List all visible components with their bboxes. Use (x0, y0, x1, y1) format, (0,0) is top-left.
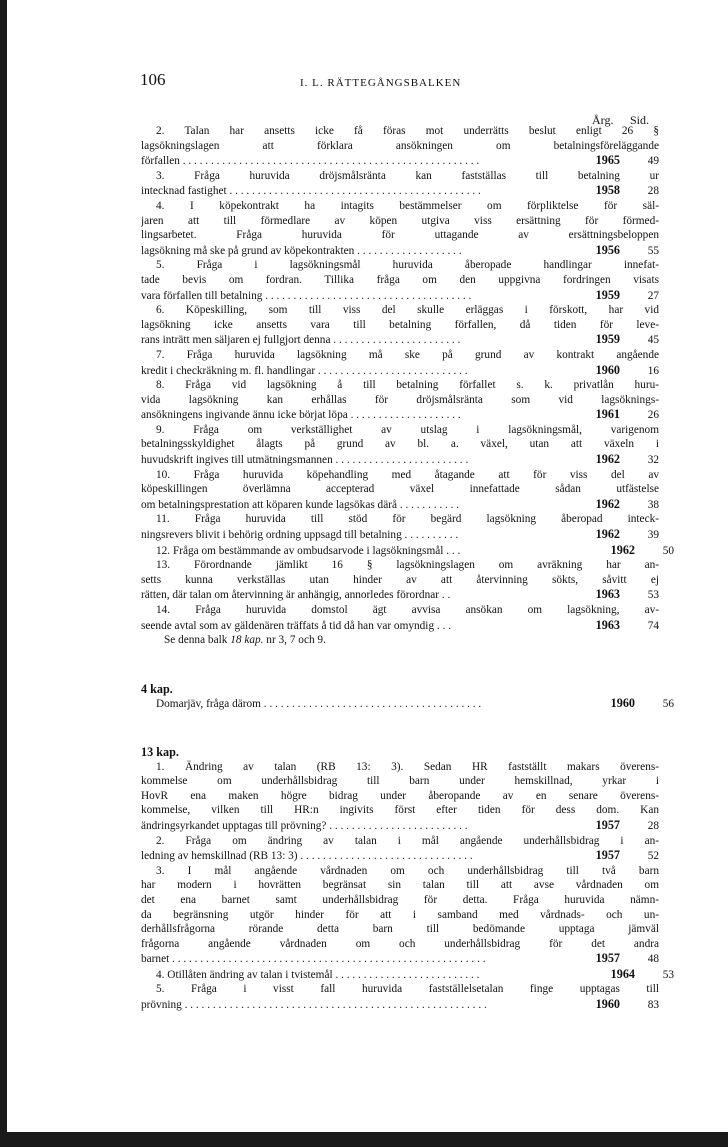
index-entry (141, 423, 659, 468)
index-entry (141, 468, 659, 513)
entry-last-line (141, 618, 659, 634)
entry-page: 50 (662, 544, 674, 557)
entry-page: 39 (647, 529, 659, 542)
entry-text-line: 5. Fråga i lagsökningsmål huruvida åberopade handlingar innefat- (156, 259, 659, 272)
entry-last-line (141, 363, 659, 379)
scan-edge-bottom (0, 1132, 728, 1147)
entry-page: 74 (647, 619, 659, 632)
index-entry (141, 558, 659, 603)
entry-leader-text: ledning av hemskillnad (RB 13: 3) . . . . . . . . . . . . . . . . . . . . . . . . . . . . . . . (141, 850, 473, 863)
entry-last-line (141, 288, 659, 304)
entry-year: 1962 (595, 452, 620, 467)
index-entry (141, 169, 659, 199)
entry-year: 1963 (595, 587, 620, 602)
chapter-title: 13 kap. (141, 744, 179, 759)
entry-leader-text: vara förfallen till betalning . . . . . . . . . . . . . . . . . . . . . . . . . . . . . . . . . . . . . (141, 289, 472, 302)
entry-leader-text: barnet . . . . . . . . . . . . . . . . . . . . . . . . . . . . . . . . . . . . . . . . . . . . . . . . . . . . . . . . (141, 953, 486, 966)
entry-page: 38 (647, 498, 659, 511)
index-entry (141, 864, 659, 967)
entry-page: 83 (647, 999, 659, 1012)
entry-last-line (141, 587, 659, 603)
chapter-4 (141, 681, 674, 712)
entry-text-line: lagsökningslagen att förklara ansökningen om betalningsföreläggande (141, 139, 659, 152)
entry-page: 28 (647, 819, 659, 832)
entry-page: 56 (662, 698, 674, 711)
entry-last-line (141, 818, 659, 834)
page-number: 106 (140, 70, 166, 89)
entry-leader-text: 12. Fråga om bestämmande av ombudsarvode i lagsökningsmål . . . (156, 544, 461, 557)
entry-page: 28 (647, 185, 659, 198)
entry-text-line: 3. I mål angående vårdnaden om och underhållsbidrag till två barn (156, 864, 659, 877)
entry-text-line: 5. Fråga i visst fall huruvida fastställelsetalan finge upptagas till (156, 983, 659, 996)
entry-last-line (141, 997, 659, 1013)
running-title: I. L. RÄTTEGÅNGSBALKEN (300, 77, 462, 89)
entry-year: 1959 (595, 287, 620, 302)
index-entry (141, 603, 659, 633)
entry-text-line: 10. Fråga huruvida köpehandling med åtagande att för viss del av (156, 468, 659, 481)
entry-text-line: 9. Fråga om verkställighet av utslag i lagsökningsmål, varigenom (156, 423, 659, 436)
entry-leader-text: ningsrevers blivit i behörig ordning uppsagd till betalning . . . . . . . . . . (141, 529, 459, 542)
entry-text-line: derhållsfrågorna rörande detta barn till bedömande upptaga jämväl (141, 923, 659, 936)
entry-text-line: vida lagsökning kan erhållas för dröjsmålsränta som vid lagsöknings- (141, 393, 659, 406)
entry-text-line: betalningsskyldighet ålagts på grund av bl. a. växel, utan att växeln i (141, 438, 659, 451)
entry-text-line: 8. Fråga vid lagsökning å till betalning förfallet s. k. privatlån huru- (156, 379, 659, 392)
column-header-year: Årg. (592, 113, 614, 127)
entry-text-line: 7. Fråga huruvida lagsökning må ske på grund av kontrakt angående (156, 348, 659, 361)
entry-year: 1962 (610, 542, 635, 557)
entry-text-line: lagsökning icke ansetts vara till betalning förfallen, då tiden för leve- (141, 318, 659, 331)
entry-last-line (141, 452, 659, 468)
entry-text-line: setts kunna verkställas utan hinder av att återvinning sökts, såvitt ej (141, 573, 659, 586)
chapter-top (141, 124, 674, 648)
entry-text-line: har modern i hovrätten begränsat sin talan till att avse vårdnaden om (141, 879, 659, 892)
entry-last-line (141, 951, 659, 967)
entry-page: 53 (662, 968, 674, 981)
entry-leader-text: huvudskrift ingives till utmätningsmannen . . . . . . . . . . . . . . . . . . . . . . . . (141, 454, 469, 467)
entry-leader-text: kredit i checkräkning m. fl. handlingar . . . . . . . . . . . . . . . . . . . . . . . . . . . (141, 364, 468, 377)
index-entry (141, 542, 674, 559)
entry-text-line: köpeskillingen överlämna accepterad växel innefattade sådan utfästelse (141, 483, 659, 496)
index-entry (141, 124, 659, 169)
entry-year: 1964 (610, 966, 635, 981)
entry-leader-text: rätten, där talan om återvinning är anhängig, annorledes förordnar . . (141, 589, 451, 602)
entry-text-line: 2. Fråga om ändring av talan i mål angående underhållsbidrag i an- (156, 834, 659, 847)
entry-year: 1960 (610, 696, 635, 711)
entry-leader-text: om betalningsprestation att köparen kunde lagsökas därå . . . . . . . . . . . (141, 498, 460, 511)
entry-text-line: tade bevis om fordran. Tillika fråga om den uppgivna fordringen visats (141, 273, 659, 286)
chapter-13 (141, 744, 674, 1013)
entry-page: 53 (647, 589, 659, 602)
entry-leader-text: intecknad fastighet . . . . . . . . . . . . . . . . . . . . . . . . . . . . . . . . . . . . . . . . . . . . . (141, 185, 481, 198)
entry-last-line (141, 696, 674, 712)
index-entry (141, 696, 674, 712)
entry-text-line: 14. Fråga huruvida domstol ägt avvisa ansökan om lagsökning, av- (156, 604, 659, 616)
index-entry (141, 834, 659, 864)
entry-text-line: jaren att till förmedlare av köpen utgiva viss ersättning för förmed- (141, 214, 659, 227)
entry-last-line (141, 243, 659, 259)
entry-text-line: 1. Ändring av talan (RB 13: 3). Sedan HR fastställt makars överens- (156, 760, 659, 773)
entry-page: 16 (647, 364, 659, 377)
entry-page: 26 (647, 409, 659, 422)
entry-text-line: 3. Fråga huruvida dröjsmålsränta kan fastställas till betalning ur (156, 169, 659, 182)
entry-year: 1961 (595, 407, 620, 422)
entry-leader-text: Domarjäv, fråga därom . . . . . . . . . . . . . . . . . . . . . . . . . . . . . . . . . . . . . . . (156, 698, 482, 711)
entry-last-line (141, 497, 659, 513)
entry-last-line (141, 183, 659, 199)
entry-year: 1960 (595, 997, 620, 1012)
entry-last-line (141, 966, 674, 983)
index-entry (141, 303, 659, 348)
entry-page: 32 (647, 454, 659, 467)
entry-leader-text: ansökningens ingivande ännu icke börjat löpa . . . . . . . . . . . . . . . . . . . . (141, 409, 461, 422)
entry-page: 52 (647, 850, 659, 863)
entry-year: 1957 (595, 951, 620, 966)
entry-year: 1957 (595, 848, 620, 863)
entry-last-line (141, 542, 674, 559)
entry-year: 1962 (595, 527, 620, 542)
note-prefix: Se denna balk (164, 634, 231, 647)
entry-last-line (141, 332, 659, 348)
entry-list (141, 696, 674, 712)
entry-leader-text: förfallen . . . . . . . . . . . . . . . . . . . . . . . . . . . . . . . . . . . . . . . . . . . . . . . . . . . . . (141, 155, 480, 168)
entry-text-line: 6. Köpeskilling, som till viss del skulle erläggas i förskott, har vid (156, 304, 659, 317)
index-entry (141, 199, 659, 258)
index-entry (141, 966, 674, 983)
entry-text-line: 2. Talan har ansetts icke få föras mot underrätts beslut enligt 26 § (156, 125, 659, 137)
index-entry (141, 348, 659, 378)
entry-page: 55 (647, 244, 659, 257)
entry-text-line: 11. Fråga huruvida till stöd för begärd lagsökning åberopad inteck- (156, 513, 659, 526)
entry-page: 49 (647, 155, 659, 168)
index-entry (141, 982, 659, 1012)
entry-year: 1957 (595, 817, 620, 832)
note-reference: 18 kap. (230, 634, 264, 647)
entry-text-line: frågorna angående vårdnaden om och underhållsbidrag för det andra (141, 937, 659, 950)
entry-year: 1958 (595, 183, 620, 198)
entry-leader-text: rans inträtt men säljaren ej fullgjort denna . . . . . . . . . . . . . . . . . . . . . . . (141, 334, 461, 347)
entry-last-line (141, 527, 659, 543)
entry-last-line (141, 848, 659, 864)
entry-text-line: HovR ena maken högre bidrag under åberopande av en senare överens- (141, 789, 659, 802)
column-header-page: Sid. (630, 113, 650, 127)
entry-leader-text: ändringsyrkandet upptagas till prövning? . . . . . . . . . . . . . . . . . . . . . . . . . (141, 819, 468, 832)
entry-text-line: kommelse, vilken till HR:n ingivits först efter tiden för dess dom. Kan (141, 804, 659, 817)
entry-page: 45 (647, 334, 659, 347)
index-entry (141, 258, 659, 303)
entry-text-line: da begränsning utgör hinder för att i samband med vårdnads- och un- (141, 908, 659, 921)
entry-leader-text: seende avtal som av gäldenären träffats å tid då han var omyndig . . . (141, 619, 452, 632)
note-suffix: nr 3, 7 och 9. (263, 634, 326, 647)
index-entry (141, 378, 659, 423)
entry-year: 1963 (595, 617, 620, 632)
entry-leader-text: 4. Otillåten ändring av talan i tvistemål . . . . . . . . . . . . . . . . . . . . . . . . . . (156, 968, 480, 981)
entry-year: 1959 (595, 332, 620, 347)
entry-year: 1962 (595, 496, 620, 511)
entry-last-line (141, 153, 659, 169)
entry-leader-text: lagsökning må ske på grund av köpekontrakten . . . . . . . . . . . . . . . . . . . (141, 244, 462, 257)
index-entry (141, 760, 659, 834)
entry-leader-text: prövning . . . . . . . . . . . . . . . . . . . . . . . . . . . . . . . . . . . . . . . . . . . . . . . . . . . . . . (141, 999, 487, 1012)
entry-year: 1965 (595, 153, 620, 168)
entry-list (141, 760, 674, 1013)
entry-year: 1956 (595, 242, 620, 257)
entry-text-line: kommelse om underhållsbidrag till barn under hemskillnad, yrkar i (141, 775, 659, 788)
chapter-title: 4 kap. (141, 681, 173, 696)
index-entry (141, 512, 659, 542)
entry-text-line: 13. Förordnande jämlikt 16 § lagsökningslagen om avräkning har an- (156, 559, 659, 572)
cross-reference-note (141, 633, 659, 648)
entry-text-line: 4. I köpekontrakt ha intagits bestämmelser om förpliktelse för säl- (156, 199, 659, 212)
index-content (141, 124, 674, 1013)
entry-list (141, 124, 674, 633)
scan-edge-left (0, 0, 7, 1147)
entry-text-line: lingsarbetet. Fråga huruvida för uttagande av ersättningsbeloppen (141, 229, 659, 242)
entry-page: 48 (647, 953, 659, 966)
entry-year: 1960 (595, 362, 620, 377)
entry-last-line (141, 407, 659, 423)
entry-text-line: det ena barnet samt underhållsbidrag för detta. Fråga huruvida nämn- (141, 893, 659, 906)
entry-page: 27 (647, 289, 659, 302)
